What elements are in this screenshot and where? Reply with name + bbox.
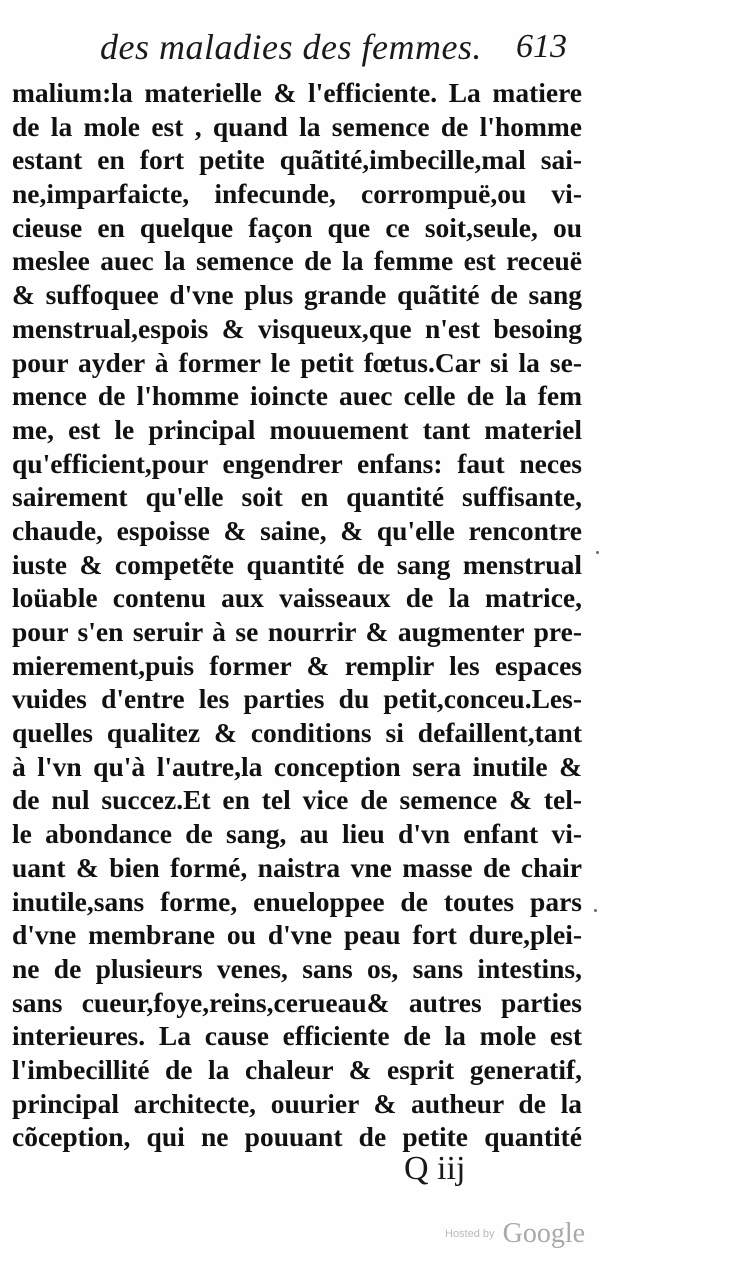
text-line: mierement,puis former & remplir les espaces [12, 649, 582, 681]
text-line: interieures. La cause efficiente de la mole est [12, 1020, 582, 1052]
text-line: l'imbecillité de la chaleur & esprit generatif, [12, 1053, 582, 1085]
text-line: loüable contenu aux vaisseaux de la matrice, [12, 582, 582, 614]
text-line: vuides d'entre les parties du petit,conceu.Les- [12, 683, 582, 715]
ink-speck [596, 551, 599, 554]
text-line: ne,imparfaicte, infecunde, corrompuë,ou vi- [12, 178, 582, 210]
text-line: menstrual,espois & visqueux,que n'est besoing [12, 312, 582, 344]
text-line: malium:la materielle & l'efficiente. La matiere [12, 77, 582, 108]
text-line: estant en fort petite quãtité,imbecille,mal sai- [12, 144, 582, 176]
text-line: me, est le principal mouuement tant materiel [12, 413, 582, 445]
text-line: pour ayder à former le petit fœtus.Car si la se- [12, 346, 582, 378]
text-line: uant & bien formé, naistra vne masse de chair [12, 851, 582, 883]
text-line: chaude, espoisse & saine, & qu'elle rencontre [12, 514, 582, 546]
text-line: principal architecte, ouurier & autheur de la [12, 1087, 582, 1119]
text-line: mence de l'homme ioincte auec celle de la fem [12, 380, 582, 412]
running-head [0, 20, 730, 80]
text-line: cõception, qui ne pouuant de petite quantité [12, 1121, 582, 1153]
watermark-brand: Google [502, 1218, 586, 1249]
text-line: sairement qu'elle soit en quantité suffisante, [12, 481, 582, 513]
text-line: de la mole est , quand la semence de l'homme [12, 110, 582, 142]
body-text [12, 76, 582, 1154]
hosted-by-google-watermark [445, 1218, 585, 1250]
text-line: meslee auec la semence de la femme est receuë [12, 245, 582, 277]
page-number: 613 [516, 28, 567, 65]
text-line: & suffoquee d'vne plus grande quãtité de sang [12, 279, 582, 311]
text-line: cieuse en quelque façon que ce soit,seule, ou [12, 211, 582, 243]
text-line: sans cueur,foye,reins,cerueau& autres parties [12, 986, 582, 1018]
ink-speck [594, 909, 597, 912]
signature-mark: Q iij [404, 1150, 466, 1187]
text-line: le abondance de sang, au lieu d'vn enfant vi- [12, 818, 582, 850]
text-line: ne de plusieurs venes, sans os, sans intestins, [12, 952, 582, 984]
text-line: qu'efficient,pour engendrer enfans: faut neces [12, 447, 582, 479]
text-line: à l'vn qu'à l'autre,la conception sera inutile & [12, 750, 582, 782]
text-line: inutile,sans forme, enueloppee de toutes pars [12, 885, 582, 917]
running-title: des maladies des femmes. [100, 27, 482, 67]
text-line: d'vne membrane ou d'vne peau fort dure,plei- [12, 919, 582, 951]
watermark-hosted-by: Hosted by [445, 1228, 495, 1240]
text-line: iuste & competẽte quantité de sang menstrual [12, 548, 582, 580]
text-line: pour s'en seruir à se nourrir & augmenter pre- [12, 616, 582, 647]
text-line: de nul succez.Et en tel vice de semence & tel- [12, 784, 582, 816]
text-line: quelles qualitez & conditions si defaillent,tant [12, 717, 582, 749]
